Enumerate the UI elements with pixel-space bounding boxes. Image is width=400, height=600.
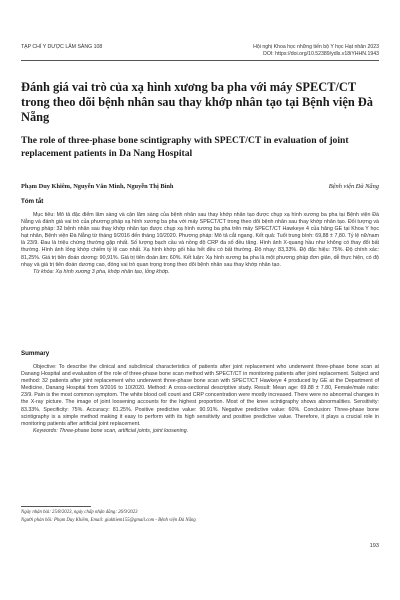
title-english: The role of three-phase bone scintigraphy with SPECT/CT in evaluation of joint replacement patients in Da Nang Hospital [21,135,349,159]
tom-tat-keywords: Từ khóa: Xạ hình xương 3 pha, khớp nhân tạo, lỏng khớp. [33,268,170,275]
footnote-dates: Ngày nhận bài: 25/8/2023, ngày chấp nhận đăng: 26/9/2023 [21,510,138,515]
summary-section [21,364,379,435]
page-number: 193 [369,543,379,549]
tom-tat-heading: Tóm tắt [21,198,44,205]
summary-heading: Summary [21,350,50,357]
summary-keywords: Keywords: Three-phase bone scan, artificial joints, joint loosening. [33,427,189,434]
footnote-contact: Người phản hồi: Phạm Duy Khiêm, Email: giakhiem155@gmail.com - Bệnh viện Đà Nẵng [21,518,196,523]
header-right [253,44,379,58]
summary-body: Objective: To describe the clinical and subclinical characteristics of patients after joint replacement who underwent three-phase bone scan at Danang Hospital and evaluation of the role of three-phase bone scan method with SPECT/CT in monitoring patients after joint replacement. Subject and method: 32 patients after joint replacement who underwent three-phase bone scan with SPECT/CT Hawkeye 4 produced by GE at the Department of Medicine, Danang Hospital from 9/2016 to 10/2020. Method: A cross-sectional descriptive study. Result: Mean age: 69.88 ± 7.80, Female/male ratio: 23/9. Pain is the most common symptom. The white blood cell count and CRP concentration were mostly increased. There were no abnormal changes in the X-ray picture. The image of joint loosening accounts for the highest proportion. Most of the knee scintigraphy shows abnormalities. Sensitivity: 83.33%. Specificity: 75%. Accuracy: 81.25%. Positive predictive value: 90.91%. Negative predictive value: 60%. Conclusion: Three-phase bone scintigraphy is a simple method making it easy to perform with its high sensitivity and positive predictive value. Therefore, it plays a crucial role in monitoring patients after artificial joint replacement. [21,364,379,427]
title-vietnamese: Đánh giá vai trò của xạ hình xương ba pha với máy SPECT/CT trong theo dõi bệnh nhân sau thay khớp nhân tạo tại Bệnh viện Đà Nẵng [21,80,373,124]
header-rule [21,60,379,61]
tom-tat-body: Mục tiêu: Mô tả đặc điểm lâm sàng và cận lâm sàng của bệnh nhân sau thay khớp nhân tạo được chụp xạ hình xương ba pha tại Bệnh viện Đà Nẵng và đánh giá vai trò của phương pháp xạ hình xương ba pha với máy SPECT/CT trong theo dõi bệnh nhân sau thay khớp nhân tạo. Đối tượng và phương pháp: 32 bệnh nhân sau thay khớp nhân tạo được chụp xạ hình xương ba pha trên máy SPECT/CT Hawkeye 4 của hãng GE tại Khoa Y học hạt nhân, Bệnh viện Đà Nẵng từ tháng 9/2016 đến tháng 10/2020. Phương pháp: Mô tả cắt ngang. Kết quả: Tuổi trung bình: 69,88 ± 7,80. Tỷ lệ nữ/nam là 23/9. Đau là triệu chứng thường gặp nhất. Số lượng bạch cầu và nồng độ CRP đa số đều tăng. Hình ảnh X-quang hầu như không có thay đổi bất thường. Hình ảnh lỏng khớp chiếm tỷ lệ cao nhất. Xạ hình khớp gối hầu hết đều có bất thường. Độ nhạy: 83,33%. Độ đặc hiệu: 75%. Độ chính xác: 81,25%. Giá trị tiên đoán dương: 90,91%. Giá trị tiên đoán âm: 60%. Kết luận: Xạ hình xương ba pha là một phương pháp đơn giản, dễ thực hiện, có độ nhạy và giá trị tiên đoán dương cao, đóng vai trò quan trọng trong theo dõi bệnh nhân sau thay khớp nhân tạo. [21,212,379,268]
doi-link[interactable]: DOI: https://doi.org/10.52389/ydls.v18iYHHN.1943 [263,51,379,57]
authors: Phạm Duy Khiêm, Nguyễn Văn Minh, Nguyễn Thị Bình [21,183,174,190]
affiliation: Bệnh viện Đà Nẵng [328,183,379,190]
running-header [21,42,379,66]
tom-tat-section [21,212,379,276]
conference-name: Hội nghị Khoa học những tiến bộ Y học Hạt nhân 2023 [253,44,379,50]
footnote-rule [21,506,91,507]
journal-name: TẠP CHÍ Y DƯỢC LÂM SÀNG 108 [21,44,103,50]
